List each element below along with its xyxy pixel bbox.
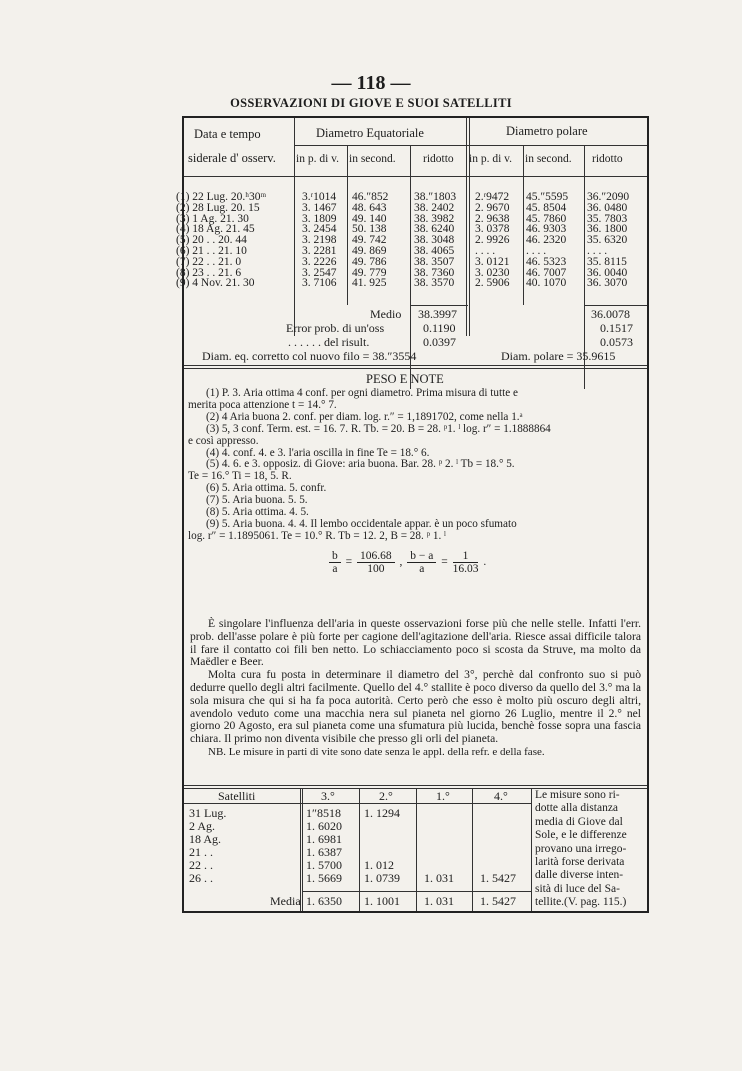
table-cell: 22 . . (189, 858, 213, 872)
media-s1: 1. 031 (424, 894, 454, 908)
sub-header-pv: in p. di v. (296, 153, 340, 165)
table-cell: 36. 0480 (587, 201, 628, 214)
table-cell: 3. 0230 (475, 266, 510, 279)
table-cell: 1. 5700 (306, 858, 342, 872)
numerator: b − a (407, 550, 436, 563)
header-rule (184, 176, 647, 177)
table-cell: 49. 140 (352, 212, 387, 225)
denominator: 100 (367, 563, 385, 575)
paragraph: È singolare l'influenza dell'aria in queste osservazioni forse più che nelle stelle. Infatti l'err. prob. dell'asse polare è più forte per cagione dell'agitazione dell'aria. Riesce assai difficile talora il fare il contatto coi fili ben netto. Lo schiacciamento poco si scosta da Struve, ma molto da Maëdler e Beer. (190, 617, 641, 669)
denominator: 16.03 (452, 563, 479, 575)
col-divider (302, 788, 303, 911)
table-cell (424, 807, 454, 820)
col-divider (531, 788, 532, 911)
table-cell: 49. 786 (352, 255, 387, 268)
note-line: (3) 5, 3 conf. Term. est. = 16. 7. R. Tb. = 20. B = 28. ᵖ1. ˡ log. r″ = 1.1888864 (206, 422, 551, 435)
note-line: (5) 4. 6. e 3. opposiz. di Giove: aria buona. Bar. 28. ᵖ 2. ˡ Tb = 18.° 5. (206, 458, 515, 471)
ratio-formula (327, 550, 486, 575)
table-cell: 3. 1809 (302, 212, 337, 225)
col-header-polar: Diametro polare (506, 124, 588, 138)
table-cell: 36. 3070 (587, 277, 628, 290)
diam-polar: Diam. polare = 35.9615 (501, 349, 616, 363)
table-cell (424, 820, 454, 833)
notes-title: PESO E NOTE (366, 372, 444, 386)
table-cell: 38. 2402 (414, 201, 455, 214)
col-header-equatorial: Diametro Equatoriale (316, 126, 424, 140)
table-cell: 26 . . (189, 871, 213, 885)
diam-eq-corrected: Diam. eq. corretto col nuovo filo = 38.″3554 (202, 349, 417, 363)
table-cell: 1″8518 (306, 806, 341, 820)
page-title: OSSERVAZIONI DI GIOVE E SUOI SATELLITI (230, 96, 512, 110)
sat-column-1 (424, 807, 454, 885)
note-line: merita poca attenzione t = 14.° 7. (188, 398, 337, 411)
equals-sign: = (345, 556, 353, 569)
column-eq-pv (302, 192, 337, 289)
table-cell (480, 833, 516, 846)
header-rule (184, 803, 531, 804)
column-date (176, 192, 266, 289)
table-cell: 1. 6387 (306, 845, 342, 859)
note-line: (9) 5. Aria buona. 4. 4. Il lembo occidentale appar. è un poco sfumato (206, 517, 517, 530)
table-cell: 38. 3570 (414, 277, 455, 290)
table-cell: 38. 3507 (414, 255, 455, 268)
err-ris-eq: 0.0397 (423, 335, 456, 349)
col-header-date: Data e tempo (194, 127, 261, 141)
table-cell: . . . . (526, 244, 547, 257)
sidenote-line: dotte alla distanza (535, 802, 619, 815)
medio-po: 36.0078 (591, 307, 630, 321)
table-cell: 2. 9638 (475, 212, 510, 225)
table-cell (364, 820, 400, 833)
table-cell: 45.″5595 (526, 191, 569, 203)
table-cell: 2 Ag. (189, 819, 216, 833)
media-s2: 1. 1001 (364, 894, 400, 908)
paragraph: Molta cura fu posta in determinare il diametro del 3°, perchè dal confronto suo si può dedurre quello degli altri facilmente. Quello del 4.° stallite è poco diverso da quello del 3.° ma la sola misura che qui si ha fa poca autorità. Certo però che esso è molto più oscuro degli altri, avendolo veduto come una macchia nera sul pianeta nel giorno 26 Luglio, mentre il 2.° nel giorno 20 Agosto, era sul pianeta come una sfumatura più lucida, benchè fosse sopra una fascia chiara. Il primo non diventa visibile che presso gli orli del pianeta. (190, 668, 641, 746)
sat-header-label: Satelliti (218, 789, 256, 803)
sidenote-line: tellite.(V. pag. 115.) (535, 896, 627, 909)
table-cell: . . . . (475, 244, 496, 257)
table-cell: 45. 8504 (526, 201, 567, 214)
col-divider (472, 788, 473, 911)
table-cell: 38. 7360 (414, 266, 455, 279)
note-line: (6) 5. Aria ottima. 5. confr. (206, 482, 327, 495)
col-divider (300, 788, 301, 911)
table-cell: (1) 22 Lug. 20.ʰ30ᵐ (176, 191, 267, 203)
col-divider (347, 145, 348, 305)
fraction (453, 550, 479, 575)
paragraph: NB. Le misure in parti di vite sono date senza le appl. della refr. e della fase. (208, 745, 545, 758)
table-cell: 1. 6981 (306, 832, 342, 846)
table-cell: 46. 7007 (526, 266, 567, 279)
col-divider (359, 788, 360, 911)
note-line: log. r″ = 1.1895061. Te = 10.° R. Tb = 12. 2, B = 28. ᵖ 1. ˡ (188, 529, 446, 542)
table-cell: 38. 3048 (414, 234, 455, 247)
column-eq-sec (352, 192, 388, 289)
table-cell: 2. 9670 (475, 201, 510, 214)
sidenote-line: media di Giove dal (535, 815, 623, 828)
table-cell: 3.ʳ1014 (302, 191, 337, 203)
denominator: a (332, 563, 338, 575)
table-cell (480, 807, 516, 820)
table-cell: 38. 3982 (414, 212, 455, 225)
medio-eq: 38.3997 (418, 307, 457, 321)
table-cell: 2.ʳ9472 (475, 191, 510, 203)
table-cell: (6) 21 . . 21. 10 (176, 244, 247, 257)
column-po-pv (475, 192, 510, 289)
col-divider (523, 145, 524, 305)
sat-header-4: 4.° (494, 789, 508, 803)
table-cell: 36. 1800 (587, 223, 628, 236)
section-rule (184, 365, 647, 366)
table-cell: 49. 869 (352, 244, 387, 257)
section-rule (184, 785, 647, 786)
table-cell: 40. 1070 (526, 277, 567, 290)
table-cell (364, 833, 400, 846)
note-line: (2) 4 Aria buona 2. conf. per diam. log. r.″ = 1,1891702, come nella 1.ᵃ (206, 410, 523, 423)
table-cell: 3. 2226 (302, 255, 337, 268)
table-cell: 49. 779 (352, 266, 387, 279)
table-cell: 1. 031 (424, 871, 454, 885)
table-cell: 38. 6240 (414, 223, 455, 236)
table-cell: 36. 0040 (587, 266, 628, 279)
table-cell: 2. 9926 (475, 234, 510, 247)
sat-column-3 (306, 807, 342, 885)
sub-header-sec: in second. (349, 153, 396, 165)
table-cell: 38. 4065 (414, 244, 455, 257)
satellite-sidenote (535, 789, 627, 910)
note-line: (4) 4. conf. 4. e 3. l'aria oscilla in fine Te = 18.° 6. (206, 446, 430, 459)
table-cell: 35. 8115 (587, 255, 627, 268)
table-cell: 18 Ag. (189, 832, 222, 846)
sidenote-line: sità di luce del Sa- (535, 882, 620, 895)
note-line: (8) 5. Aria ottima. 4. 5. (206, 506, 309, 519)
table-cell: 3. 1467 (302, 201, 337, 214)
err-oss-eq: 0.1190 (423, 321, 456, 335)
separator: , (399, 556, 403, 569)
table-cell: 1. 012 (364, 858, 394, 872)
sat-header-1: 1.° (436, 789, 450, 803)
table-cell: 48. 643 (352, 201, 387, 214)
table-cell: 45. 7860 (526, 212, 567, 225)
table-cell: 35. 6320 (587, 234, 628, 247)
sat-header-3: 3.° (321, 789, 335, 803)
table-cell: 46. 5323 (526, 255, 567, 268)
table-cell: (4) 18 Ag. 21. 45 (176, 223, 255, 236)
err-ris-label: . . . . . . del risult. (288, 335, 370, 349)
media-s3: 1. 6350 (306, 894, 342, 908)
page-number: — 118 — (331, 72, 411, 94)
sub-header-sec: in second. (525, 153, 572, 165)
media-s4: 1. 5427 (480, 894, 516, 908)
table-cell: 21 . . (189, 845, 213, 859)
table-cell: 3. 0121 (475, 255, 510, 268)
table-cell (480, 846, 516, 859)
table-cell: (3) 1 Ag. 21. 30 (176, 212, 249, 225)
section-rule (184, 368, 647, 369)
medio-label: Medio (370, 307, 402, 321)
denominator: a (419, 563, 425, 575)
table-cell: (7) 22 . . 21. 0 (176, 255, 242, 268)
media-rule (302, 891, 531, 892)
summary-rule (584, 305, 647, 306)
sub-header-pv: in p. di v. (469, 153, 513, 165)
sidenote-line: Sole, e le differenze (535, 829, 627, 842)
table-cell: 36.″2090 (587, 191, 630, 203)
table-cell: 3. 2198 (302, 234, 337, 247)
fraction (407, 550, 436, 575)
note-line: Te = 16.° Ti = 18, 5. R. (188, 470, 292, 483)
table-cell: . . . . (587, 244, 608, 257)
err-oss-po: 0.1517 (600, 321, 633, 335)
table-cell: 3. 2454 (302, 223, 337, 236)
numerator: b (329, 550, 341, 563)
table-cell: 38.″1803 (414, 191, 457, 203)
note-line: e così appresso. (188, 434, 259, 447)
sat-column-date (189, 807, 226, 885)
sidenote-line: provano una irrego- (535, 842, 627, 855)
sidenote-line: dalle diverse inten- (535, 869, 624, 882)
table-cell: 1. 5427 (480, 871, 516, 885)
table-cell: 31 Lug. (189, 806, 227, 820)
table-cell: 49. 742 (352, 234, 387, 247)
table-cell: 1. 5669 (306, 871, 342, 885)
note-line: (7) 5. Aria buona. 5. 5. (206, 494, 308, 507)
col-divider (469, 118, 470, 336)
notes-block (184, 388, 647, 543)
col-divider (416, 788, 417, 911)
fraction (329, 550, 341, 575)
column-eq-rid (414, 192, 456, 289)
table-cell: 50. 138 (352, 223, 387, 236)
table-cell (424, 846, 454, 859)
sidenote-line: Le misure sono ri- (535, 789, 620, 801)
sat-header-2: 2.° (379, 789, 393, 803)
summary-rule (410, 305, 468, 306)
table-cell: 35. 7803 (587, 212, 628, 225)
table-cell (424, 833, 454, 846)
observations-frame (176, 116, 649, 913)
table-cell: (8) 23 . . 21. 6 (176, 266, 242, 279)
column-po-sec (526, 192, 568, 289)
commentary (184, 618, 647, 759)
sat-column-4 (480, 807, 516, 885)
table-cell: 2. 5906 (475, 277, 510, 290)
note-line: (1) P. 3. Aria ottima 4 conf. per ogni diametro. Prima misura di tutte e (206, 387, 518, 399)
separator: . (483, 556, 487, 569)
numerator: 1 (453, 550, 479, 563)
table-cell: 3. 0378 (475, 223, 510, 236)
table-cell: 3. 7106 (302, 277, 337, 290)
col-divider (294, 118, 295, 336)
err-oss-label: Error prob. di un'oss (286, 321, 385, 335)
table-cell: 1. 1294 (364, 806, 400, 820)
table-cell: 46. 9303 (526, 223, 567, 236)
sat-column-2 (364, 807, 400, 885)
table-cell: 46. 2320 (526, 234, 567, 247)
sidenote-line: larità forse derivata (535, 856, 625, 869)
media-label: Media (270, 894, 301, 908)
equals-sign: = (441, 556, 448, 569)
fraction (357, 550, 395, 575)
sub-header-rid: ridotto (423, 153, 454, 165)
table-cell: 46.″852 (352, 191, 389, 203)
table-cell: (2) 28 Lug. 20. 15 (176, 201, 260, 214)
col-divider (466, 118, 467, 336)
column-po-rid (587, 192, 629, 289)
table-cell: 1. 0739 (364, 871, 400, 885)
col-header-date-2: siderale d' osserv. (188, 151, 276, 165)
table-cell: (5) 20 . . 20. 44 (176, 234, 247, 247)
table-cell: 3. 2281 (302, 244, 337, 257)
sub-header-rid: ridotto (592, 153, 623, 165)
numerator: 106.68 (357, 550, 395, 563)
table-cell: (9) 4 Nov. 21. 30 (176, 277, 255, 290)
table-cell (480, 820, 516, 833)
table-cell: 41. 925 (352, 277, 387, 290)
table-cell: 3. 2547 (302, 266, 337, 279)
table-cell: 1. 6020 (306, 819, 342, 833)
err-ris-po: 0.0573 (600, 335, 633, 349)
